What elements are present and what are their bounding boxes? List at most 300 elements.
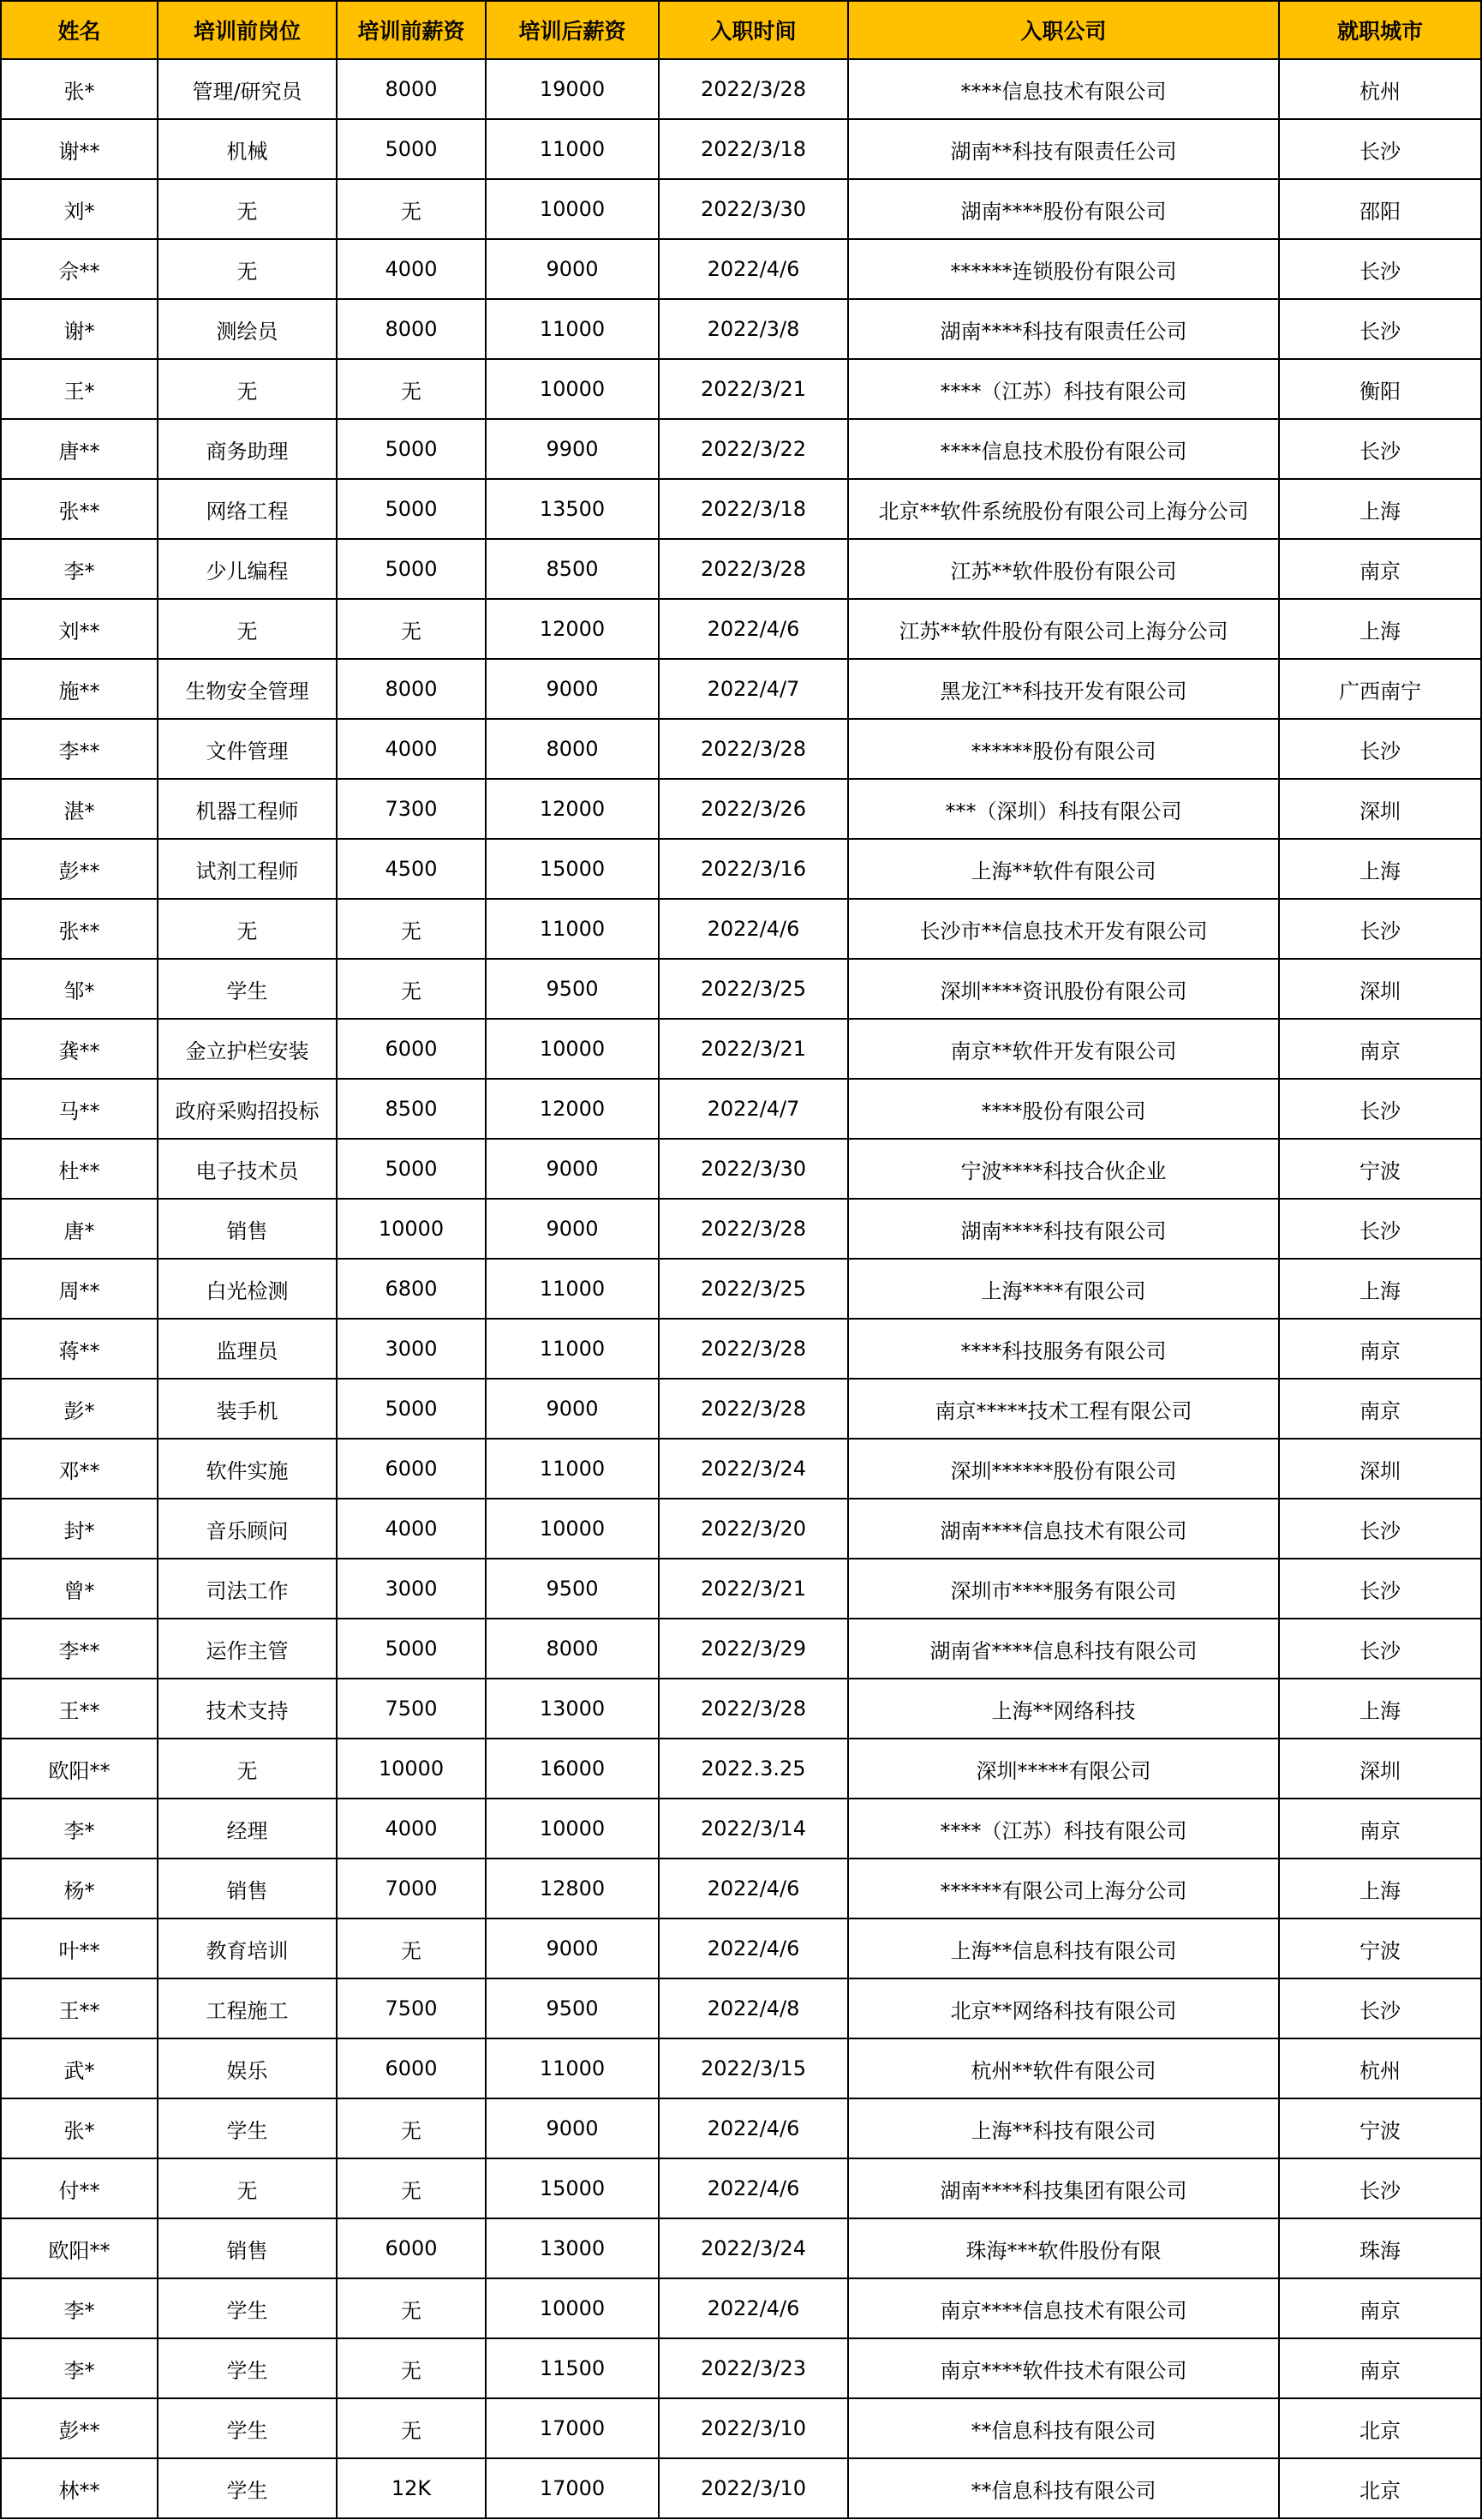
header-previous-salary: 培训前薪资: [337, 1, 486, 59]
table-row: [1, 1319, 1481, 1379]
hire-date-cell: 2022/4/6: [659, 239, 848, 299]
hire-date-cell: 2022/4/6: [659, 1918, 848, 1978]
previous-position-cell: 学生: [158, 2458, 337, 2518]
company-cell: 上海**信息科技有限公司: [848, 1918, 1279, 1978]
company-cell: 湖南**科技有限责任公司: [848, 119, 1279, 179]
previous-position-cell: 学生: [158, 2338, 337, 2398]
hire-date-cell: 2022/3/21: [659, 359, 848, 419]
city-cell: 上海: [1279, 479, 1481, 539]
previous-salary-cell: 8000: [337, 59, 486, 119]
previous-salary-cell: 无: [337, 2278, 486, 2338]
hire-date-cell: 2022/3/23: [659, 2338, 848, 2398]
company-cell: ****股份有限公司: [848, 1079, 1279, 1139]
new-salary-cell: 10000: [486, 1799, 659, 1859]
city-cell: 邵阳: [1279, 179, 1481, 239]
company-cell: 南京*****技术工程有限公司: [848, 1379, 1279, 1439]
previous-salary-cell: 5000: [337, 1619, 486, 1679]
new-salary-cell: 12000: [486, 599, 659, 659]
previous-salary-cell: 6000: [337, 1439, 486, 1499]
table-row: [1, 779, 1481, 839]
company-cell: 湖南省****信息科技有限公司: [848, 1619, 1279, 1679]
table-row: [1, 2338, 1481, 2398]
table-row: [1, 59, 1481, 119]
previous-salary-cell: 无: [337, 179, 486, 239]
table-row: [1, 659, 1481, 719]
name-cell: 张**: [1, 479, 158, 539]
name-cell: 王**: [1, 1679, 158, 1739]
city-cell: 长沙: [1279, 719, 1481, 779]
city-cell: 长沙: [1279, 119, 1481, 179]
name-cell: 张*: [1, 2098, 158, 2158]
city-cell: 南京: [1279, 1319, 1481, 1379]
previous-position-cell: 生物安全管理: [158, 659, 337, 719]
new-salary-cell: 13500: [486, 479, 659, 539]
hire-date-cell: 2022/3/30: [659, 179, 848, 239]
city-cell: 长沙: [1279, 1619, 1481, 1679]
new-salary-cell: 11000: [486, 1259, 659, 1319]
new-salary-cell: 12800: [486, 1859, 659, 1918]
previous-position-cell: 技术支持: [158, 1679, 337, 1739]
city-cell: 珠海: [1279, 2218, 1481, 2278]
hire-date-cell: 2022/3/18: [659, 119, 848, 179]
city-cell: 深圳: [1279, 959, 1481, 1019]
name-cell: 叶**: [1, 1918, 158, 1978]
new-salary-cell: 9500: [486, 1559, 659, 1619]
name-cell: 曾*: [1, 1559, 158, 1619]
previous-position-cell: 无: [158, 1739, 337, 1799]
company-cell: 黑龙江**科技开发有限公司: [848, 659, 1279, 719]
name-cell: 彭*: [1, 1379, 158, 1439]
hire-date-cell: 2022/3/14: [659, 1799, 848, 1859]
previous-salary-cell: 7000: [337, 1859, 486, 1918]
city-cell: 南京: [1279, 2278, 1481, 2338]
table-row: [1, 179, 1481, 239]
new-salary-cell: 11000: [486, 119, 659, 179]
hire-date-cell: 2022/4/6: [659, 2278, 848, 2338]
table-row: [1, 1619, 1481, 1679]
company-cell: 北京**网络科技有限公司: [848, 1978, 1279, 2038]
table-header: [1, 1, 1481, 59]
hire-date-cell: 2022/3/21: [659, 1559, 848, 1619]
new-salary-cell: 10000: [486, 2278, 659, 2338]
table-row: [1, 719, 1481, 779]
new-salary-cell: 10000: [486, 1499, 659, 1559]
previous-position-cell: 无: [158, 239, 337, 299]
table-row: [1, 2218, 1481, 2278]
previous-salary-cell: 3000: [337, 1319, 486, 1379]
name-cell: 刘**: [1, 599, 158, 659]
name-cell: 施**: [1, 659, 158, 719]
previous-salary-cell: 无: [337, 2158, 486, 2218]
table-row: [1, 419, 1481, 479]
company-cell: 长沙市**信息技术开发有限公司: [848, 899, 1279, 959]
previous-position-cell: 试剂工程师: [158, 839, 337, 899]
new-salary-cell: 10000: [486, 179, 659, 239]
new-salary-cell: 8000: [486, 719, 659, 779]
name-cell: 王*: [1, 359, 158, 419]
previous-position-cell: 文件管理: [158, 719, 337, 779]
name-cell: 周**: [1, 1259, 158, 1319]
new-salary-cell: 9500: [486, 1978, 659, 2038]
table-row: [1, 299, 1481, 359]
city-cell: 宁波: [1279, 1139, 1481, 1199]
company-cell: **信息科技有限公司: [848, 2398, 1279, 2458]
hire-date-cell: 2022/4/7: [659, 1079, 848, 1139]
previous-salary-cell: 6800: [337, 1259, 486, 1319]
hire-date-cell: 2022/4/6: [659, 899, 848, 959]
new-salary-cell: 9900: [486, 419, 659, 479]
company-cell: ******有限公司上海分公司: [848, 1859, 1279, 1918]
table-row: [1, 899, 1481, 959]
city-cell: 北京: [1279, 2458, 1481, 2518]
company-cell: **信息科技有限公司: [848, 2458, 1279, 2518]
previous-position-cell: 司法工作: [158, 1559, 337, 1619]
city-cell: 长沙: [1279, 1499, 1481, 1559]
name-cell: 谢**: [1, 119, 158, 179]
table-body: [1, 59, 1481, 2518]
new-salary-cell: 11000: [486, 299, 659, 359]
table-row: [1, 1139, 1481, 1199]
table-row: [1, 119, 1481, 179]
previous-salary-cell: 4000: [337, 719, 486, 779]
table-row: [1, 1559, 1481, 1619]
name-cell: 蒋**: [1, 1319, 158, 1379]
company-cell: ****（江苏）科技有限公司: [848, 359, 1279, 419]
new-salary-cell: 12000: [486, 779, 659, 839]
name-cell: 彭**: [1, 2398, 158, 2458]
previous-position-cell: 机器工程师: [158, 779, 337, 839]
previous-salary-cell: 无: [337, 2338, 486, 2398]
new-salary-cell: 11000: [486, 1439, 659, 1499]
city-cell: 长沙: [1279, 1199, 1481, 1259]
hire-date-cell: 2022/3/25: [659, 959, 848, 1019]
previous-position-cell: 工程施工: [158, 1978, 337, 2038]
hire-date-cell: 2022/3/28: [659, 1319, 848, 1379]
new-salary-cell: 11000: [486, 899, 659, 959]
city-cell: 上海: [1279, 599, 1481, 659]
table-row: [1, 479, 1481, 539]
name-cell: 刘*: [1, 179, 158, 239]
previous-position-cell: 少儿编程: [158, 539, 337, 599]
company-cell: 珠海***软件股份有限: [848, 2218, 1279, 2278]
new-salary-cell: 9000: [486, 2098, 659, 2158]
new-salary-cell: 10000: [486, 359, 659, 419]
previous-position-cell: 学生: [158, 959, 337, 1019]
name-cell: 邓**: [1, 1439, 158, 1499]
new-salary-cell: 11500: [486, 2338, 659, 2398]
hire-date-cell: 2022/3/24: [659, 1439, 848, 1499]
previous-position-cell: 学生: [158, 2398, 337, 2458]
city-cell: 长沙: [1279, 299, 1481, 359]
company-cell: 上海****有限公司: [848, 1259, 1279, 1319]
city-cell: 杭州: [1279, 2038, 1481, 2098]
new-salary-cell: 8500: [486, 539, 659, 599]
city-cell: 长沙: [1279, 2158, 1481, 2218]
hire-date-cell: 2022/3/10: [659, 2458, 848, 2518]
new-salary-cell: 9000: [486, 1379, 659, 1439]
header-company: 入职公司: [848, 1, 1279, 59]
name-cell: 杜**: [1, 1139, 158, 1199]
name-cell: 武*: [1, 2038, 158, 2098]
name-cell: 龚**: [1, 1019, 158, 1079]
name-cell: 付**: [1, 2158, 158, 2218]
hire-date-cell: 2022/3/28: [659, 1379, 848, 1439]
city-cell: 长沙: [1279, 419, 1481, 479]
city-cell: 上海: [1279, 1259, 1481, 1319]
hire-date-cell: 2022/3/18: [659, 479, 848, 539]
previous-position-cell: 无: [158, 899, 337, 959]
company-cell: ***（深圳）科技有限公司: [848, 779, 1279, 839]
city-cell: 长沙: [1279, 239, 1481, 299]
hire-date-cell: 2022/3/24: [659, 2218, 848, 2278]
city-cell: 南京: [1279, 1019, 1481, 1079]
previous-salary-cell: 无: [337, 599, 486, 659]
name-cell: 李**: [1, 719, 158, 779]
new-salary-cell: 8000: [486, 1619, 659, 1679]
table-row: [1, 1439, 1481, 1499]
previous-salary-cell: 无: [337, 2398, 486, 2458]
table-row: [1, 1019, 1481, 1079]
name-cell: 邹*: [1, 959, 158, 1019]
name-cell: 封*: [1, 1499, 158, 1559]
table-row: [1, 1859, 1481, 1918]
name-cell: 张*: [1, 59, 158, 119]
hire-date-cell: 2022/3/26: [659, 779, 848, 839]
table-row: [1, 1978, 1481, 2038]
city-cell: 南京: [1279, 1379, 1481, 1439]
previous-salary-cell: 无: [337, 899, 486, 959]
previous-position-cell: 电子技术员: [158, 1139, 337, 1199]
previous-position-cell: 政府采购招投标: [158, 1079, 337, 1139]
name-cell: 湛*: [1, 779, 158, 839]
previous-position-cell: 学生: [158, 2098, 337, 2158]
previous-position-cell: 销售: [158, 1199, 337, 1259]
previous-salary-cell: 5000: [337, 119, 486, 179]
city-cell: 宁波: [1279, 1918, 1481, 1978]
table-row: [1, 839, 1481, 899]
new-salary-cell: 11000: [486, 1319, 659, 1379]
hire-date-cell: 2022/3/29: [659, 1619, 848, 1679]
hire-date-cell: 2022/4/6: [659, 599, 848, 659]
city-cell: 深圳: [1279, 1739, 1481, 1799]
table-row: [1, 539, 1481, 599]
city-cell: 长沙: [1279, 1559, 1481, 1619]
name-cell: 李**: [1, 1619, 158, 1679]
company-cell: 江苏**软件股份有限公司: [848, 539, 1279, 599]
previous-salary-cell: 8000: [337, 299, 486, 359]
hire-date-cell: 2022/3/10: [659, 2398, 848, 2458]
previous-salary-cell: 5000: [337, 539, 486, 599]
name-cell: 唐*: [1, 1199, 158, 1259]
new-salary-cell: 10000: [486, 1019, 659, 1079]
previous-salary-cell: 8000: [337, 659, 486, 719]
hire-date-cell: 2022/3/15: [659, 2038, 848, 2098]
new-salary-cell: 9000: [486, 1199, 659, 1259]
city-cell: 杭州: [1279, 59, 1481, 119]
new-salary-cell: 19000: [486, 59, 659, 119]
company-cell: ******连锁股份有限公司: [848, 239, 1279, 299]
previous-position-cell: 运作主管: [158, 1619, 337, 1679]
table-row: [1, 599, 1481, 659]
previous-salary-cell: 无: [337, 2098, 486, 2158]
previous-salary-cell: 12K: [337, 2458, 486, 2518]
name-cell: 谢*: [1, 299, 158, 359]
company-cell: 杭州**软件有限公司: [848, 2038, 1279, 2098]
previous-position-cell: 测绘员: [158, 299, 337, 359]
previous-salary-cell: 3000: [337, 1559, 486, 1619]
company-cell: 湖南****信息技术有限公司: [848, 1499, 1279, 1559]
name-cell: 王**: [1, 1978, 158, 2038]
hire-date-cell: 2022/4/6: [659, 1859, 848, 1918]
name-cell: 李*: [1, 2278, 158, 2338]
name-cell: 林**: [1, 2458, 158, 2518]
previous-position-cell: 软件实施: [158, 1439, 337, 1499]
name-cell: 张**: [1, 899, 158, 959]
city-cell: 宁波: [1279, 2098, 1481, 2158]
company-cell: 湖南****科技集团有限公司: [848, 2158, 1279, 2218]
name-cell: 欧阳**: [1, 2218, 158, 2278]
hire-date-cell: 2022/3/16: [659, 839, 848, 899]
city-cell: 南京: [1279, 2338, 1481, 2398]
previous-position-cell: 管理/研究员: [158, 59, 337, 119]
table-row: [1, 1799, 1481, 1859]
table-row: [1, 359, 1481, 419]
previous-position-cell: 机械: [158, 119, 337, 179]
previous-position-cell: 无: [158, 179, 337, 239]
city-cell: 南京: [1279, 1799, 1481, 1859]
previous-position-cell: 金立护栏安装: [158, 1019, 337, 1079]
city-cell: 长沙: [1279, 1079, 1481, 1139]
company-cell: 宁波****科技合伙企业: [848, 1139, 1279, 1199]
city-cell: 长沙: [1279, 899, 1481, 959]
previous-salary-cell: 4000: [337, 239, 486, 299]
table-row: [1, 2098, 1481, 2158]
previous-salary-cell: 5000: [337, 1379, 486, 1439]
new-salary-cell: 17000: [486, 2398, 659, 2458]
hire-date-cell: 2022/3/28: [659, 719, 848, 779]
company-cell: ****信息技术有限公司: [848, 59, 1279, 119]
table-row: [1, 2038, 1481, 2098]
city-cell: 北京: [1279, 2398, 1481, 2458]
hire-date-cell: 2022/3/8: [659, 299, 848, 359]
table-row: [1, 959, 1481, 1019]
previous-salary-cell: 10000: [337, 1199, 486, 1259]
hire-date-cell: 2022/4/8: [659, 1978, 848, 2038]
header-city: 就职城市: [1279, 1, 1481, 59]
new-salary-cell: 9000: [486, 1139, 659, 1199]
city-cell: 长沙: [1279, 1978, 1481, 2038]
city-cell: 南京: [1279, 539, 1481, 599]
company-cell: 上海**软件有限公司: [848, 839, 1279, 899]
hire-date-cell: 2022/3/28: [659, 59, 848, 119]
header-name: 姓名: [1, 1, 158, 59]
company-cell: 深圳******股份有限公司: [848, 1439, 1279, 1499]
city-cell: 广西南宁: [1279, 659, 1481, 719]
new-salary-cell: 9000: [486, 1918, 659, 1978]
hire-date-cell: 2022/3/28: [659, 539, 848, 599]
city-cell: 深圳: [1279, 1439, 1481, 1499]
hire-date-cell: 2022/3/21: [659, 1019, 848, 1079]
hire-date-cell: 2022/3/30: [659, 1139, 848, 1199]
company-cell: 南京****软件技术有限公司: [848, 2338, 1279, 2398]
previous-salary-cell: 6000: [337, 2218, 486, 2278]
previous-salary-cell: 5000: [337, 419, 486, 479]
hire-date-cell: 2022/3/25: [659, 1259, 848, 1319]
previous-salary-cell: 5000: [337, 479, 486, 539]
hire-date-cell: 2022/3/22: [659, 419, 848, 479]
new-salary-cell: 9500: [486, 959, 659, 1019]
header-row: [1, 1, 1481, 59]
company-cell: ****信息技术股份有限公司: [848, 419, 1279, 479]
hire-date-cell: 2022.3.25: [659, 1739, 848, 1799]
previous-salary-cell: 6000: [337, 1019, 486, 1079]
previous-position-cell: 无: [158, 359, 337, 419]
hire-date-cell: 2022/3/20: [659, 1499, 848, 1559]
previous-position-cell: 装手机: [158, 1379, 337, 1439]
previous-salary-cell: 无: [337, 359, 486, 419]
previous-position-cell: 经理: [158, 1799, 337, 1859]
previous-position-cell: 音乐顾问: [158, 1499, 337, 1559]
previous-salary-cell: 4500: [337, 839, 486, 899]
previous-salary-cell: 6000: [337, 2038, 486, 2098]
new-salary-cell: 9000: [486, 659, 659, 719]
company-cell: 深圳*****有限公司: [848, 1739, 1279, 1799]
city-cell: 深圳: [1279, 779, 1481, 839]
previous-salary-cell: 5000: [337, 1139, 486, 1199]
previous-position-cell: 教育培训: [158, 1918, 337, 1978]
city-cell: 上海: [1279, 1679, 1481, 1739]
previous-position-cell: 商务助理: [158, 419, 337, 479]
previous-position-cell: 白光检测: [158, 1259, 337, 1319]
hire-date-cell: 2022/4/6: [659, 2098, 848, 2158]
previous-salary-cell: 7500: [337, 1978, 486, 2038]
new-salary-cell: 16000: [486, 1739, 659, 1799]
company-cell: 上海**科技有限公司: [848, 2098, 1279, 2158]
company-cell: ****科技服务有限公司: [848, 1319, 1279, 1379]
company-cell: 湖南****股份有限公司: [848, 179, 1279, 239]
name-cell: 李*: [1, 539, 158, 599]
previous-salary-cell: 8500: [337, 1079, 486, 1139]
name-cell: 马**: [1, 1079, 158, 1139]
city-cell: 上海: [1279, 839, 1481, 899]
table-row: [1, 1079, 1481, 1139]
new-salary-cell: 12000: [486, 1079, 659, 1139]
previous-salary-cell: 4000: [337, 1799, 486, 1859]
previous-salary-cell: 10000: [337, 1739, 486, 1799]
hire-date-cell: 2022/3/28: [659, 1199, 848, 1259]
table-row: [1, 2458, 1481, 2518]
company-cell: 上海**网络科技: [848, 1679, 1279, 1739]
header-hire-date: 入职时间: [659, 1, 848, 59]
name-cell: 李*: [1, 1799, 158, 1859]
table-row: [1, 2158, 1481, 2218]
new-salary-cell: 13000: [486, 2218, 659, 2278]
name-cell: 佘**: [1, 239, 158, 299]
table-row: [1, 2398, 1481, 2458]
company-cell: 湖南****科技有限责任公司: [848, 299, 1279, 359]
company-cell: 江苏**软件股份有限公司上海分公司: [848, 599, 1279, 659]
name-cell: 唐**: [1, 419, 158, 479]
previous-position-cell: 无: [158, 2158, 337, 2218]
previous-position-cell: 监理员: [158, 1319, 337, 1379]
table-row: [1, 239, 1481, 299]
previous-salary-cell: 无: [337, 1918, 486, 1978]
previous-salary-cell: 4000: [337, 1499, 486, 1559]
previous-salary-cell: 7500: [337, 1679, 486, 1739]
table-row: [1, 2278, 1481, 2338]
name-cell: 欧阳**: [1, 1739, 158, 1799]
name-cell: 彭**: [1, 839, 158, 899]
